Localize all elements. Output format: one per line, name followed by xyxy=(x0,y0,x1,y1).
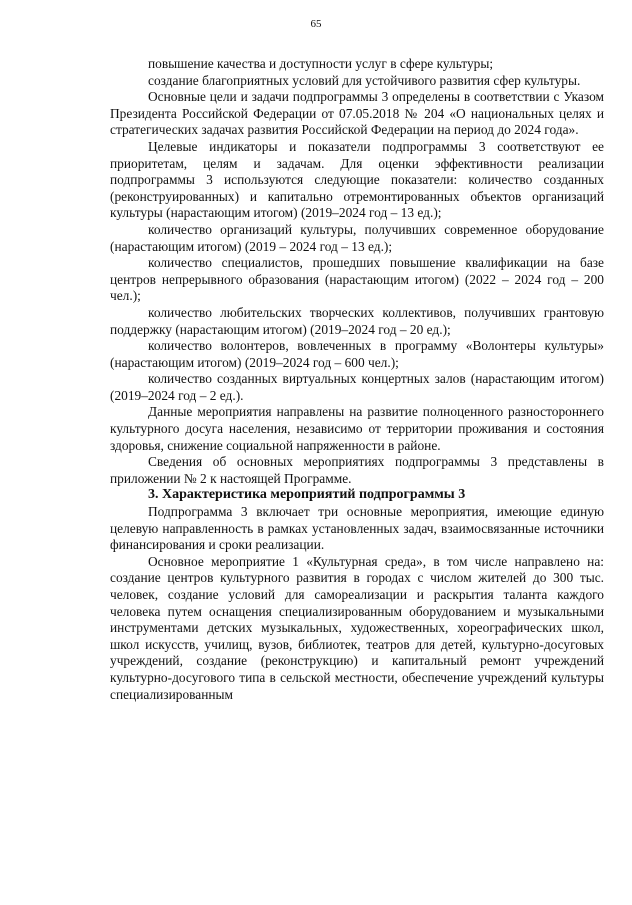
page-number: 65 xyxy=(310,18,322,30)
section-heading: 3. Характеристика мероприятий подпрограммы 3 xyxy=(148,487,466,503)
paragraph: Подпрограмма 3 включает три основные мероприятия, имеющие единую целевую направленность в рамках установленных задач, взаимосвязанные источники финансирования и сроки реализации. xyxy=(110,504,604,553)
paragraph: количество любительских творческих коллективов, получивших грантовую поддержку (нарастающим итогом) (2019–2024 год – 20 ед.); xyxy=(110,304,604,337)
paragraph: Основное мероприятие 1 «Культурная среда», в том числе направлено на: создание центров культурного развития в городах с числом жителей до 300 тыс. человек, создание условий для самореализации и раскрытия таланта каждого человека путем оснащения специализированным оборудованием и музыкальными инструментами детских музыкальных, художественных, хореографических школ, школ искусств, училищ, вузов, библиотек, театров для детей, культурно-досуговых учреждений, создание (реконструкцию) и капитальный ремонт учреждений культурно-досугового типа в сельской местности, обеспечение учреждений культуры специализированным xyxy=(110,553,604,702)
paragraph: Основные цели и задачи подпрограммы 3 определены в соответствии с Указом Президента Российской Федерации от 07.05.2018 № 204 «О национальных целях и стратегических задачах развития Российской Федерации на период до 2024 года». xyxy=(110,89,604,138)
paragraph: создание благоприятных условий для устойчивого развития сфер культуры. xyxy=(148,72,581,88)
paragraph: количество организаций культуры, получивших современное оборудование (нарастающим итогом) (2019 – 2024 год – 13 ед.); xyxy=(110,221,604,254)
document-body xyxy=(110,56,604,703)
paragraph: повышение качества и доступности услуг в сфере культуры; xyxy=(148,56,494,71)
paragraph: количество волонтеров, вовлеченных в программу «Волонтеры культуры» (нарастающим итогом) (2019–2024 год – 600 чел.); xyxy=(110,338,604,370)
paragraph: Сведения об основных мероприятиях подпрограммы 3 представлены в приложении № 2 к настоящей Программе. xyxy=(110,454,604,486)
paragraph: Данные мероприятия направлены на развитие полноценного разностороннего культурного досуга населения, независимо от территории проживания и состояния здоровья, снижение социальной напряженности в районе. xyxy=(110,404,604,453)
paragraph: количество созданных виртуальных концертных залов (нарастающим итогом) (2019–2024 год – 2 ед.). xyxy=(110,371,604,403)
paragraph: количество специалистов, прошедших повышение квалификации на базе центров непрерывного образования (нарастающим итогом) (2022 – 2024 год – 200 чел.); xyxy=(110,255,604,304)
paragraph: Целевые индикаторы и показатели подпрограммы 3 соответствуют ее приоритетам, целям и задачам. Для оценки эффективности реализации подпрограммы 3 используются следующие показатели: количество созданных (реконструированных) и капитально отремонтированных объектов организаций культуры (нарастающим итогом) (2019–2024 год – 13 ед.); xyxy=(110,138,604,221)
